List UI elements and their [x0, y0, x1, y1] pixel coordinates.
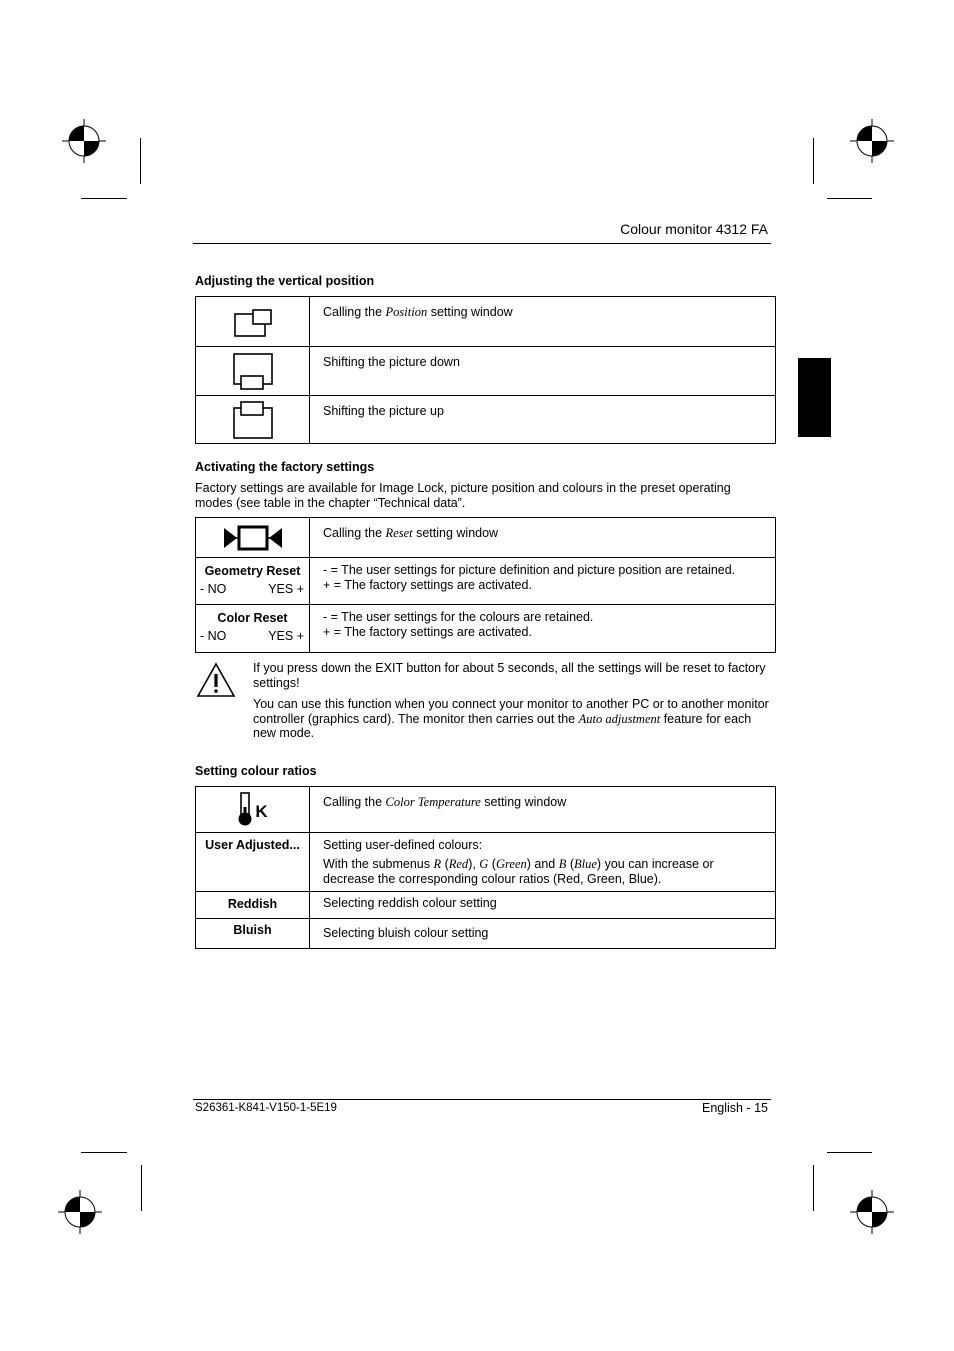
registration-mark-bottom-left	[58, 1190, 102, 1234]
color-reset-label: Color Reset	[217, 611, 288, 625]
page-header-title: Colour monitor 4312 FA	[620, 221, 768, 237]
table-row	[196, 787, 776, 833]
header-rule	[193, 243, 771, 244]
crop-mark	[827, 198, 872, 199]
color-no-option: - NO	[200, 629, 227, 643]
bluish-label: Bluish	[233, 923, 272, 937]
geometry-reset-minus: - = The user settings for picture definition and picture position are retained.	[323, 563, 736, 577]
crop-mark	[141, 1165, 142, 1211]
heading-colour-ratios: Setting colour ratios	[195, 764, 317, 778]
vertical-position-table	[195, 296, 776, 444]
warning-text: If you press down the EXIT button for about 5 seconds, all the settings will be reset to factory settings!	[253, 661, 766, 690]
warning-note: You can use this function when you connect your monitor to another PC or to another monitor controller (graphics card). The monitor then carries out the Auto adjustment feature for each new mode.	[253, 697, 769, 740]
heading-factory-settings: Activating the factory settings	[195, 460, 375, 474]
row-description: Shifting the picture up	[310, 396, 776, 444]
table-row	[196, 833, 776, 892]
geometry-reset-label: Geometry Reset	[204, 564, 301, 578]
geometry-yes-option: YES +	[268, 582, 304, 596]
user-adjusted-label: User Adjusted...	[205, 838, 300, 852]
crop-mark	[827, 1152, 872, 1153]
bluish-description: Selecting bluish colour setting	[310, 919, 776, 949]
kelvin-label: K	[255, 802, 268, 821]
row-description: Calling the Color Temperature setting window	[310, 787, 776, 833]
geometry-reset-plus: + = The factory settings are activated.	[323, 578, 532, 592]
crop-mark	[813, 1165, 814, 1211]
table-row	[196, 605, 776, 653]
crop-mark	[81, 1152, 127, 1153]
registration-mark-top-right	[850, 119, 894, 163]
reset-icon	[223, 524, 283, 552]
warning-icon	[196, 661, 236, 699]
footer-rule	[193, 1099, 771, 1100]
thumb-tab	[798, 358, 831, 437]
table-row	[196, 396, 776, 444]
factory-settings-table	[195, 517, 776, 653]
user-adjusted-line2: With the submenus R (Red), G (Green) and B (Blue) you can increase or decrease the corresponding colour ratios (Red, Green, Blue).	[323, 857, 714, 886]
row-description: Shifting the picture down	[310, 347, 776, 396]
picture-down-icon	[231, 352, 275, 392]
crop-mark	[813, 138, 814, 184]
color-yes-option: YES +	[268, 629, 304, 643]
crop-mark	[140, 138, 141, 184]
position-window-icon	[231, 306, 275, 340]
footer-doc-id: S26361-K841-V150-1-5E19	[195, 1102, 337, 1114]
registration-mark-top-left	[62, 119, 106, 163]
crop-mark	[81, 198, 127, 199]
heading-vertical-position: Adjusting the vertical position	[195, 274, 375, 288]
table-row	[196, 892, 776, 919]
footer-page-number: English - 15	[701, 1101, 768, 1115]
picture-up-icon	[231, 400, 275, 440]
factory-intro: Factory settings are available for Image Lock, picture position and colours in the preset operating modes (see table in the chapter “Technical data”.	[195, 481, 731, 510]
thermometer-icon	[237, 792, 253, 826]
color-reset-plus: + = The factory settings are activated.	[323, 625, 532, 639]
table-row	[196, 558, 776, 605]
user-adjusted-line1: Setting user-defined colours:	[323, 838, 483, 852]
reddish-label: Reddish	[227, 897, 278, 911]
table-row	[196, 518, 776, 558]
table-row	[196, 347, 776, 396]
row-description: Calling the Reset setting window	[310, 518, 776, 558]
registration-mark-bottom-right	[850, 1190, 894, 1234]
table-row	[196, 297, 776, 347]
geometry-no-option: - NO	[200, 582, 227, 596]
reddish-description: Selecting reddish colour setting	[310, 892, 776, 919]
row-description: Calling the Position setting window	[310, 297, 776, 347]
table-row	[196, 919, 776, 949]
color-reset-minus: - = The user settings for the colours are retained.	[323, 610, 594, 624]
colour-ratios-table	[195, 786, 776, 949]
